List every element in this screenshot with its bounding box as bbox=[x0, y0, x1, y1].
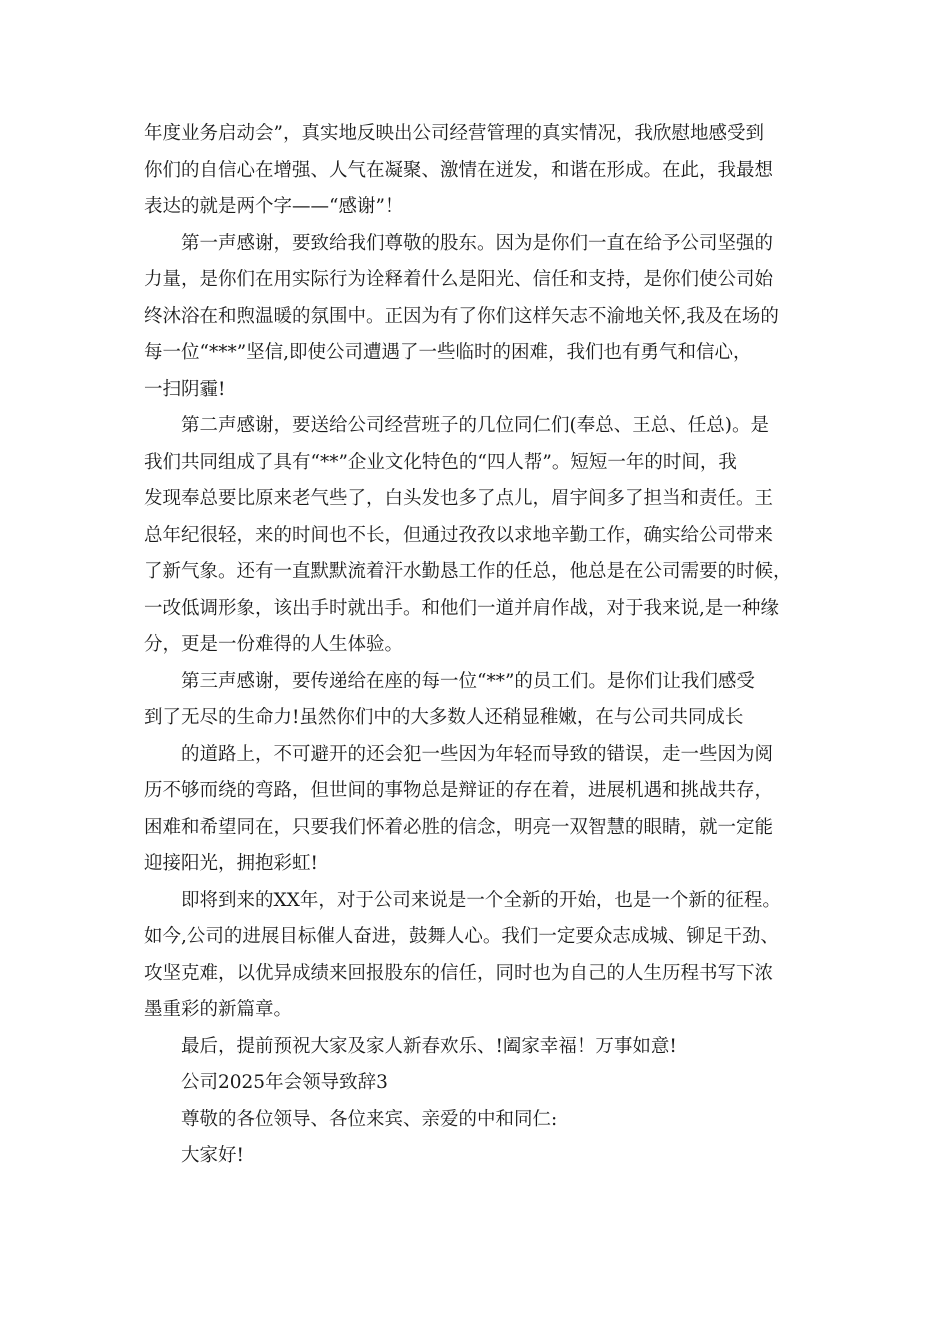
text-line: 年度业务启动会”，真实地反映出公司经营管理的真实情况，我欣慰地感受到 bbox=[144, 123, 764, 144]
text-line: 分，更是一份难得的人生体验。 bbox=[144, 634, 404, 655]
section-heading bbox=[144, 1065, 808, 1102]
paragraph-4 bbox=[144, 664, 808, 737]
paragraph-3 bbox=[144, 408, 808, 664]
text-line: 困难和希望同在，只要我们怀着必胜的信念，明亮一双智慧的眼睛，就一定能 bbox=[144, 816, 774, 838]
text-line: 如今,公司的进展目标催人奋进，鼓舞人心。我们一定要众志成城、铆足干劲、 bbox=[144, 926, 779, 947]
text-line: 第三声感谢，要传递给在座的每一位“**”的员工们。是你们让我们感受 bbox=[181, 670, 755, 692]
text-line: 表达的就是两个字——“感谢”！ bbox=[144, 196, 404, 217]
text-line: 历不够而绕的弯路，但世间的事物总是辩证的存在着，进展机遇和挑战共存， bbox=[144, 780, 774, 801]
salutation bbox=[144, 1102, 808, 1139]
document-body bbox=[144, 116, 808, 1175]
text-line: 我们共同组成了具有“**”企业文化特色的“四人帮”。短短一年的时间，我 bbox=[144, 451, 737, 473]
text-line: 墨重彩的新篇章。 bbox=[144, 999, 293, 1020]
paragraph-7 bbox=[144, 1029, 808, 1066]
text-line: 尊敬的各位领导、各位来宾、亲爱的中和同仁: bbox=[181, 1108, 558, 1130]
text-line: 发现奉总要比原来老气些了，白头发也多了点儿，眉宇间多了担当和责任。王 bbox=[144, 488, 774, 509]
text-line: 攻坚克难，以优异成绩来回报股东的信任，同时也为自己的人生历程书写下浓 bbox=[144, 962, 774, 984]
text-line: 最后，提前预祝大家及家人新春欢乐、!阖家幸福！万事如意! bbox=[181, 1035, 677, 1057]
paragraph-1 bbox=[144, 116, 808, 226]
text-line: 一改低调形象，该出手时就出手。和他们一道并肩作战，对于我来说,是一种缘 bbox=[144, 597, 779, 619]
text-line: 一扫阴霾! bbox=[144, 378, 226, 400]
text-line: 终沐浴在和煦温暖的氛围中。正因为有了你们这样矢志不渝地关怀,我及在场的 bbox=[144, 305, 779, 327]
text-line: 第二声感谢，要送给公司经营班子的几位同仁们(奉总、王总、任总)。是 bbox=[181, 415, 769, 436]
text-line: 公司2025年会领导致辞3 bbox=[181, 1072, 388, 1093]
text-line: 总年纪很轻，来的时间也不长，但通过孜孜以求地辛勤工作，确实给公司带来 bbox=[144, 524, 774, 546]
text-line: 即将到来的XX年，对于公司来说是一个全新的开始，也是一个新的征程。 bbox=[181, 889, 781, 911]
paragraph-6 bbox=[144, 883, 808, 1029]
text-line: 你们的自信心在增强、人气在凝聚、激情在迸发，和谐在形成。在此，我最想 bbox=[144, 159, 774, 181]
text-line: 的道路上，不可避开的还会犯一些因为年轻而导致的错误，走一些因为阅 bbox=[181, 743, 774, 765]
paragraph-2 bbox=[144, 226, 808, 409]
text-line: 了新气象。还有一直默默流着汗水勤恳工作的任总，他总是在公司需要的时候， bbox=[144, 561, 792, 582]
text-line: 每一位“***”坚信,即使公司遭遇了一些临时的困难，我们也有勇气和信心， bbox=[144, 342, 752, 363]
paragraph-5 bbox=[144, 737, 808, 883]
greeting bbox=[144, 1138, 808, 1175]
text-line: 迎接阳光，拥抱彩虹! bbox=[144, 853, 318, 874]
text-line: 到了无尽的生命力!虽然你们中的大多数人还稍显稚嫩，在与公司共同成长 bbox=[144, 707, 744, 728]
text-line: 力量，是你们在用实际行为诠释着什么是阳光、信任和支持，是你们使公司始 bbox=[144, 269, 774, 290]
text-line: 大家好! bbox=[181, 1145, 244, 1166]
text-line: 第一声感谢，要致给我们尊敬的股东。因为是你们一直在给予公司坚强的 bbox=[181, 232, 774, 254]
